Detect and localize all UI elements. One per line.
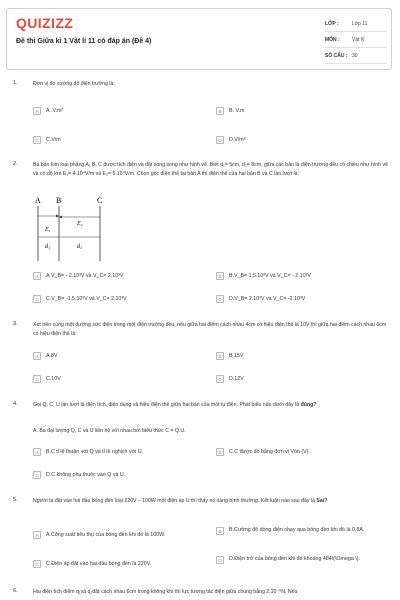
- question-number: 5.: [13, 497, 18, 503]
- option-text: B.Cường độ dòng điện chạy qua bóng đèn khi đó là 0,8A.: [229, 527, 365, 533]
- option-2d[interactable]: [216, 295, 305, 303]
- option-text: D.Điện trở của bóng đèn khi đó khoảng 484\(\Omega \).: [229, 556, 360, 562]
- option-letter: D: [216, 136, 224, 144]
- option-letter: D: [216, 556, 224, 564]
- meta-value: Lớp 11: [352, 20, 368, 27]
- option-5b[interactable]: [216, 527, 392, 535]
- meta-row-subject: [325, 32, 387, 48]
- option-letter: C: [33, 136, 41, 144]
- option-letter: A: [33, 448, 41, 456]
- option-letter: A: [33, 272, 41, 280]
- option-text: B.V_B= 1,5.10³V và V_C= - 2.10³V: [229, 272, 311, 279]
- option-text: C.C được đo bằng đơn vị Vôn (V).: [229, 448, 310, 455]
- option-letter: B: [216, 448, 224, 456]
- option-letter: B: [216, 352, 224, 360]
- option-letter: D: [216, 375, 224, 383]
- question-text: [33, 401, 388, 410]
- option-text: A. V.m²: [46, 107, 64, 114]
- meta-value: 30: [352, 52, 358, 59]
- document-title: Đề thi Giữa kì 1 Vật lí 11 có đáp án (Đề 4): [16, 38, 152, 45]
- option-4c[interactable]: [33, 471, 125, 479]
- option-letter: B: [216, 107, 224, 115]
- capacitor-plates-figure: [33, 195, 113, 263]
- option-text: A.Công suất tiêu thụ của bóng đèn khi đó là 100W.: [46, 531, 166, 538]
- option-letter: A: [33, 531, 41, 539]
- option-5a[interactable]: [33, 531, 165, 539]
- option-1d[interactable]: [216, 136, 245, 144]
- option-letter: D: [216, 295, 224, 303]
- plate-a-label: A: [35, 196, 41, 205]
- arrowhead-icon: [56, 215, 59, 218]
- option-text: D.C không phụ thuộc vào Q và U.: [46, 471, 126, 478]
- question-stem: Người ta đặt vào hai đầu bóng đèn loại 220V – 100W một điện áp U thì thấy nó sáng bình thường. Kết luận nào sau đây là: [33, 498, 315, 504]
- question-stem: Gọi Q, C, U lần lượt là điện tích, điện dung và hiệu điện thế giữa hai bản của một tụ điện. Phát biểu nào dưới đây là: [33, 402, 300, 408]
- question-subtext: A. Ba đại lượng Q, C và U liên hệ với nhau bởi biểu thức C = Q.U.: [33, 428, 186, 434]
- question-text: Xét trên cùng một đường sức điện trong một điện trường đều, nếu giữa hai điểm cách nhau 4cm có hiệu điện thế là 10V thì giữa hai điểm cách nhau 6cm có hiệu điện thế là:: [33, 322, 387, 337]
- meta-row-class: [325, 16, 387, 32]
- field-e2-label: E₂: [77, 221, 83, 227]
- option-letter: A: [33, 107, 41, 115]
- option-4a[interactable]: [33, 448, 143, 456]
- meta-row-count: [325, 48, 387, 64]
- question-number: 2.: [13, 161, 18, 167]
- option-3d[interactable]: [216, 375, 244, 383]
- meta-table: [325, 16, 387, 64]
- header-card: [6, 8, 392, 70]
- distance-d1-label: d₁: [45, 244, 51, 250]
- question-text: Ba bản kim loại phẳng A, B, C được tích điện và đặt song song như hình vẽ. Biết d₁= 5cm, d₂= 8cm, giữa các bản là điện trường đều có chiều như hình vẽ và có độ lớn E₁= 4.10⁴V/m và E₂= 5.10⁴V/m. Chọn gốc điện thế tại bản A thì điện thế của hai bản B và C lần lượt là:: [33, 162, 388, 177]
- option-letter: B: [216, 272, 224, 280]
- option-3b[interactable]: [216, 352, 243, 360]
- option-text: B.C tỉ lệ thuận với Q và tỉ lệ nghịch với U.: [46, 448, 144, 455]
- question-text: Đơn vị đo cường độ điện trường là:: [33, 81, 115, 87]
- option-text: D.V/m²: [229, 136, 246, 143]
- question-number: 1.: [13, 80, 18, 86]
- option-4b[interactable]: [216, 448, 310, 456]
- option-text: C.V/m: [46, 136, 61, 143]
- question-number: 6.: [13, 588, 18, 594]
- option-1b[interactable]: [216, 107, 244, 115]
- meta-value: Vật lý: [352, 36, 365, 43]
- option-letter: C: [33, 471, 41, 479]
- field-e1-label: E₁: [45, 227, 51, 233]
- option-text: C.10V: [46, 375, 61, 382]
- option-text: A.8V: [46, 352, 58, 359]
- question-text: [33, 497, 388, 506]
- question-number: 4.: [13, 401, 18, 407]
- plate-b-label: B: [56, 196, 62, 205]
- question-emphasis: Sai?: [316, 498, 328, 504]
- option-3a[interactable]: [33, 352, 57, 360]
- option-letter: C: [33, 560, 41, 568]
- quizizz-logo: QUIZIZZ: [16, 15, 74, 31]
- option-5d[interactable]: [216, 556, 392, 564]
- option-text: D.12V: [229, 375, 244, 382]
- option-letter: C: [33, 295, 41, 303]
- option-2a[interactable]: [33, 272, 123, 280]
- question-text: Hai điện tích điểm q₁và q₂đặt cách nhau 6cm trong không khí thì lực tương tác điện giữa chúng bằng 2.10⁻⁵N. Nếu: [33, 589, 298, 595]
- option-text: C.Điện áp đặt vào hai đầu bóng đèn là 220V.: [46, 560, 152, 567]
- option-letter: B: [216, 527, 224, 535]
- option-2c[interactable]: [33, 295, 127, 303]
- plate-c-label: C: [97, 196, 103, 205]
- question-emphasis: đúng?: [300, 402, 317, 408]
- option-letter: C: [33, 375, 41, 383]
- option-2b[interactable]: [216, 272, 311, 280]
- meta-label: SỐ CÂU :: [325, 52, 348, 59]
- option-1a[interactable]: [33, 107, 63, 115]
- option-text: C.V_B= -1,5.10³V và V_C= 2.10³V: [46, 295, 127, 302]
- option-1c[interactable]: [33, 136, 61, 144]
- option-text: A.V_B= - 2.10³V và V_C= 2.10³V: [46, 272, 124, 279]
- option-text: B.15V: [229, 352, 244, 359]
- option-text: B. V.m: [229, 107, 245, 114]
- meta-label: MÔN :: [325, 36, 340, 43]
- question-number: 3.: [13, 321, 18, 327]
- option-letter: A: [33, 352, 41, 360]
- meta-label: LỚP :: [325, 20, 339, 27]
- option-3c[interactable]: [33, 375, 61, 383]
- distance-d2-label: d₂: [77, 244, 83, 250]
- option-5c[interactable]: [33, 560, 151, 568]
- option-text: D.V_B= 2.10³V và V_C= -2.10³V: [229, 295, 306, 302]
- arrowhead-icon: [59, 216, 62, 219]
